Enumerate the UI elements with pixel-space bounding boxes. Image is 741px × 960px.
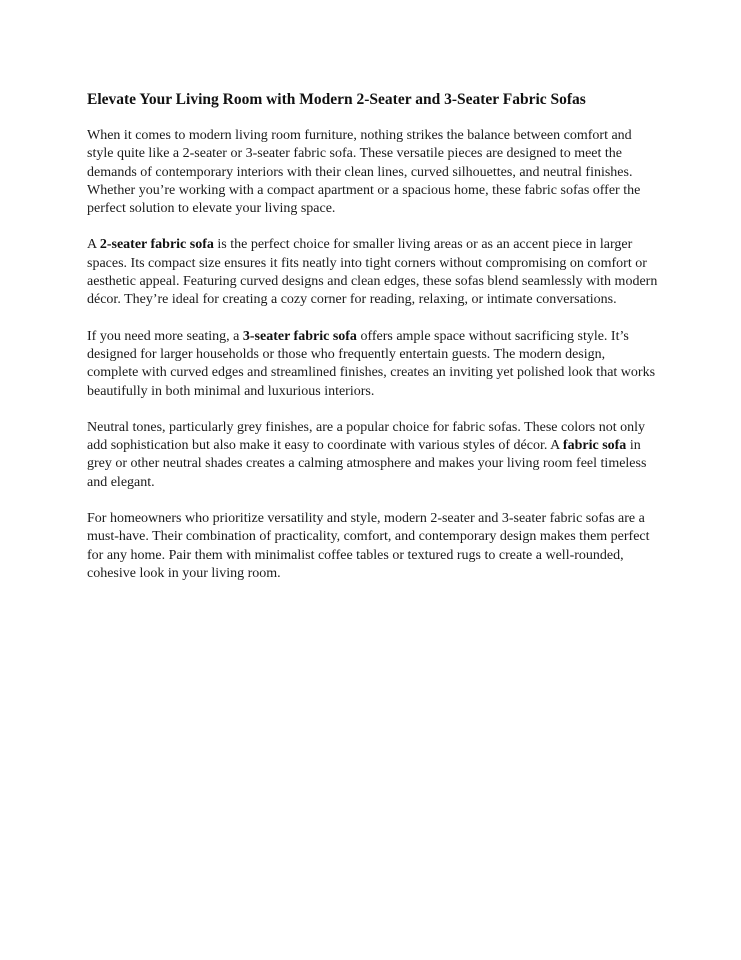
paragraph-text: in grey or other neutral shades creates a calming atmosphere and makes your living room feel timeless and elegant. [87, 438, 647, 490]
bold-term-2-seater: 2-seater fabric sofa [99, 237, 214, 253]
paragraph-text: A [87, 237, 100, 253]
paragraph-text: offers ample space without sacrificing style. It’s designed for larger households or those who frequently entertain guests. The modern design, complete with curved edges and streamlined finishes, creates an inviting yet polished look that works beautifully in both minimal and luxurious interiors. [87, 328, 656, 399]
paragraph-text: Neutral tones, particularly grey finishes, are a popular choice for fabric sofas. These colors not only add sophistication but also make it easy to coordinate with various styles of décor. A [87, 419, 645, 454]
document-body [87, 90, 659, 601]
paragraph-3-seater [87, 328, 659, 401]
paragraph-text: is the perfect choice for smaller living areas or as an accent piece in larger spaces. Its compact size ensures it fits neatly into tight corners without compromising on comfort or aesthetic appeal. Featuring curved designs and clean edges, these sofas blend seamlessly with modern décor. They’re ideal for creating a cozy corner for reading, relaxing, or intimate conversations. [87, 237, 658, 308]
paragraph-text: If you need more seating, a [87, 328, 243, 344]
bold-term-3-seater: 3-seater fabric sofa [242, 328, 357, 344]
paragraph-conclusion: For homeowners who prioritize versatility and style, modern 2-seater and 3-seater fabric sofas are a must-have. Their combination of practicality, comfort, and contemporary design makes them perfect for any home. Pair them with minimalist coffee tables or textured rugs to create a well-rounded, cohesive look in your living room. [87, 511, 650, 581]
paragraph-intro: When it comes to modern living room furniture, nothing strikes the balance between comfort and style quite like a 2-seater or 3-seater fabric sofa. These versatile pieces are designed to meet the demands of contemporary interiors with their clean lines, curved silhouettes, and neutral finishes. Whether you’re working with a compact apartment or a spacious home, these fabric sofas offer the perfect solution to elevate your living space. [87, 128, 641, 217]
bold-term-fabric-sofa: fabric sofa [562, 438, 627, 454]
paragraph-2-seater [87, 236, 659, 309]
paragraph-neutral-tones [87, 419, 659, 492]
page-title: Elevate Your Living Room with Modern 2-Seater and 3-Seater Fabric Sofas [87, 91, 586, 108]
